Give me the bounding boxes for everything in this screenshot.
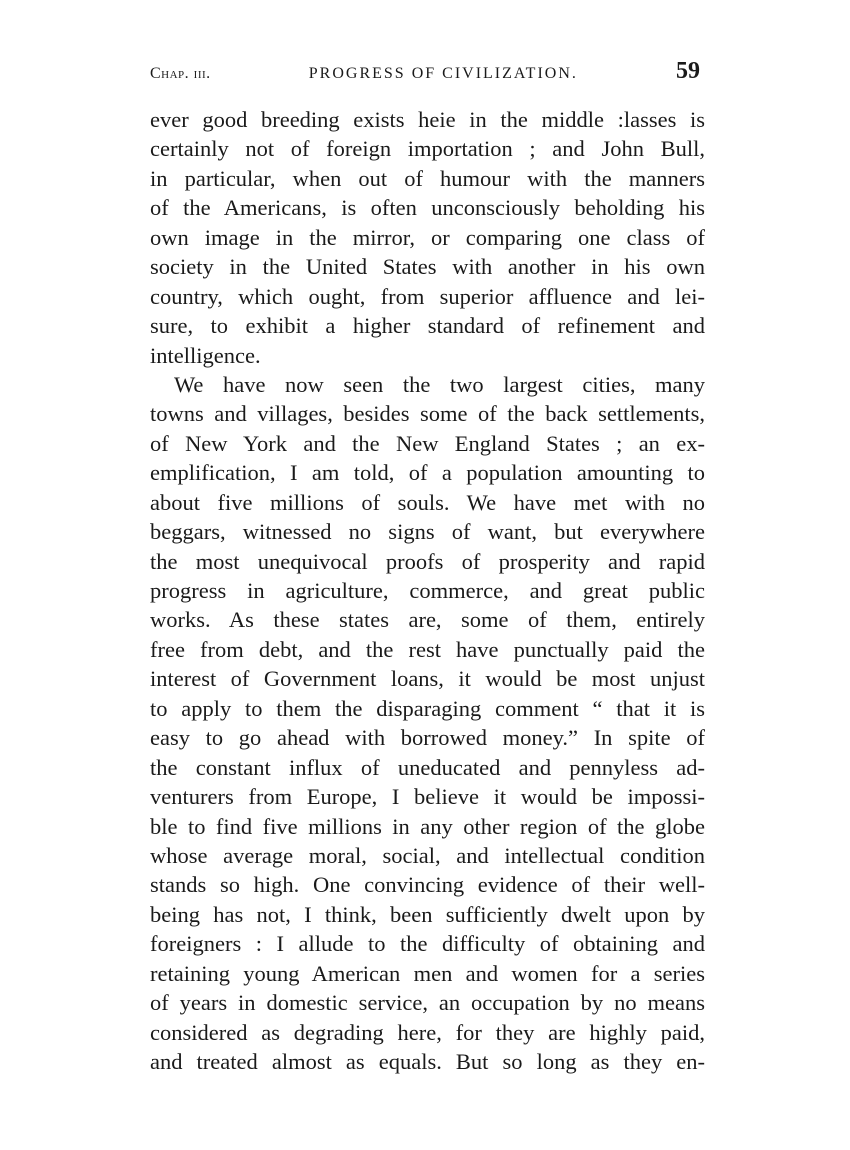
text-line: towns and villages, besides some of the back settlements,: [150, 401, 705, 427]
chapter-label: Chap. iii.: [150, 65, 211, 82]
text-line: interest of Government loans, it would be most unjust: [150, 666, 705, 692]
text-line: stands so high. One convincing evidence of their well-: [150, 872, 705, 898]
text-line: free from debt, and the rest have punctually paid the: [150, 636, 705, 662]
text-line: ever good breeding exists heie in the middle :lasses is: [150, 107, 705, 132]
text-line: in particular, when out of humour with the manners: [150, 165, 705, 191]
running-head: [150, 58, 700, 92]
text-line: emplification, I am told, of a population amounting to: [150, 460, 705, 486]
text-line: own image in the mirror, or comparing one class of: [150, 224, 705, 250]
text-line: the most unequivocal proofs of prosperity and rapid: [150, 548, 705, 574]
text-line: the constant influx of uneducated and pennyless ad-: [150, 754, 705, 780]
page-number: 59: [675, 58, 700, 84]
body-text: [150, 105, 705, 1076]
paragraph-1: [150, 105, 705, 370]
text-line: certainly not of foreign importation ; and John Bull,: [150, 136, 705, 162]
text-line: of years in domestic service, an occupation by no means: [150, 990, 705, 1016]
text-line: We have now seen the two largest cities, many: [174, 371, 705, 397]
text-line: of New York and the New England States ; an ex-: [150, 430, 705, 456]
text-line: sure, to exhibit a higher standard of refinement and: [150, 313, 705, 339]
text-line: easy to go ahead with borrowed money.” In spite of: [150, 725, 705, 751]
text-line: beggars, witnessed no signs of want, but everywhere: [150, 519, 705, 545]
paragraph-2: [150, 370, 705, 1077]
text-line: progress in agriculture, commerce, and great public: [150, 578, 705, 603]
text-line: whose average moral, social, and intellectual condition: [150, 842, 705, 868]
text-line: to apply to them the disparaging comment “ that it is: [150, 695, 705, 721]
text-line: country, which ought, from superior affluence and lei-: [150, 283, 705, 309]
text-line: venturers from Europe, I believe it would be impossi-: [150, 784, 705, 810]
text-line: being has not, I think, been sufficiently dwelt upon by: [150, 901, 705, 927]
text-line: about five millions of souls. We have met with no: [150, 489, 705, 515]
text-line: intelligence.: [150, 342, 261, 368]
text-line: and treated almost as equals. But so long as they en-: [150, 1049, 705, 1074]
text-line: considered as degrading here, for they are highly paid,: [150, 1019, 705, 1045]
text-line: foreigners : I allude to the difficulty of obtaining and: [150, 931, 705, 957]
text-line: ble to find five millions in any other region of the globe: [150, 813, 705, 839]
text-line: of the Americans, is often unconsciously beholding his: [150, 195, 705, 221]
text-line: retaining young American men and women for a series: [150, 960, 705, 986]
running-title: PROGRESS OF CIVILIZATION.: [308, 65, 578, 82]
text-line: works. As these states are, some of them, entirely: [150, 607, 705, 633]
text-line: society in the United States with another in his own: [150, 254, 705, 280]
